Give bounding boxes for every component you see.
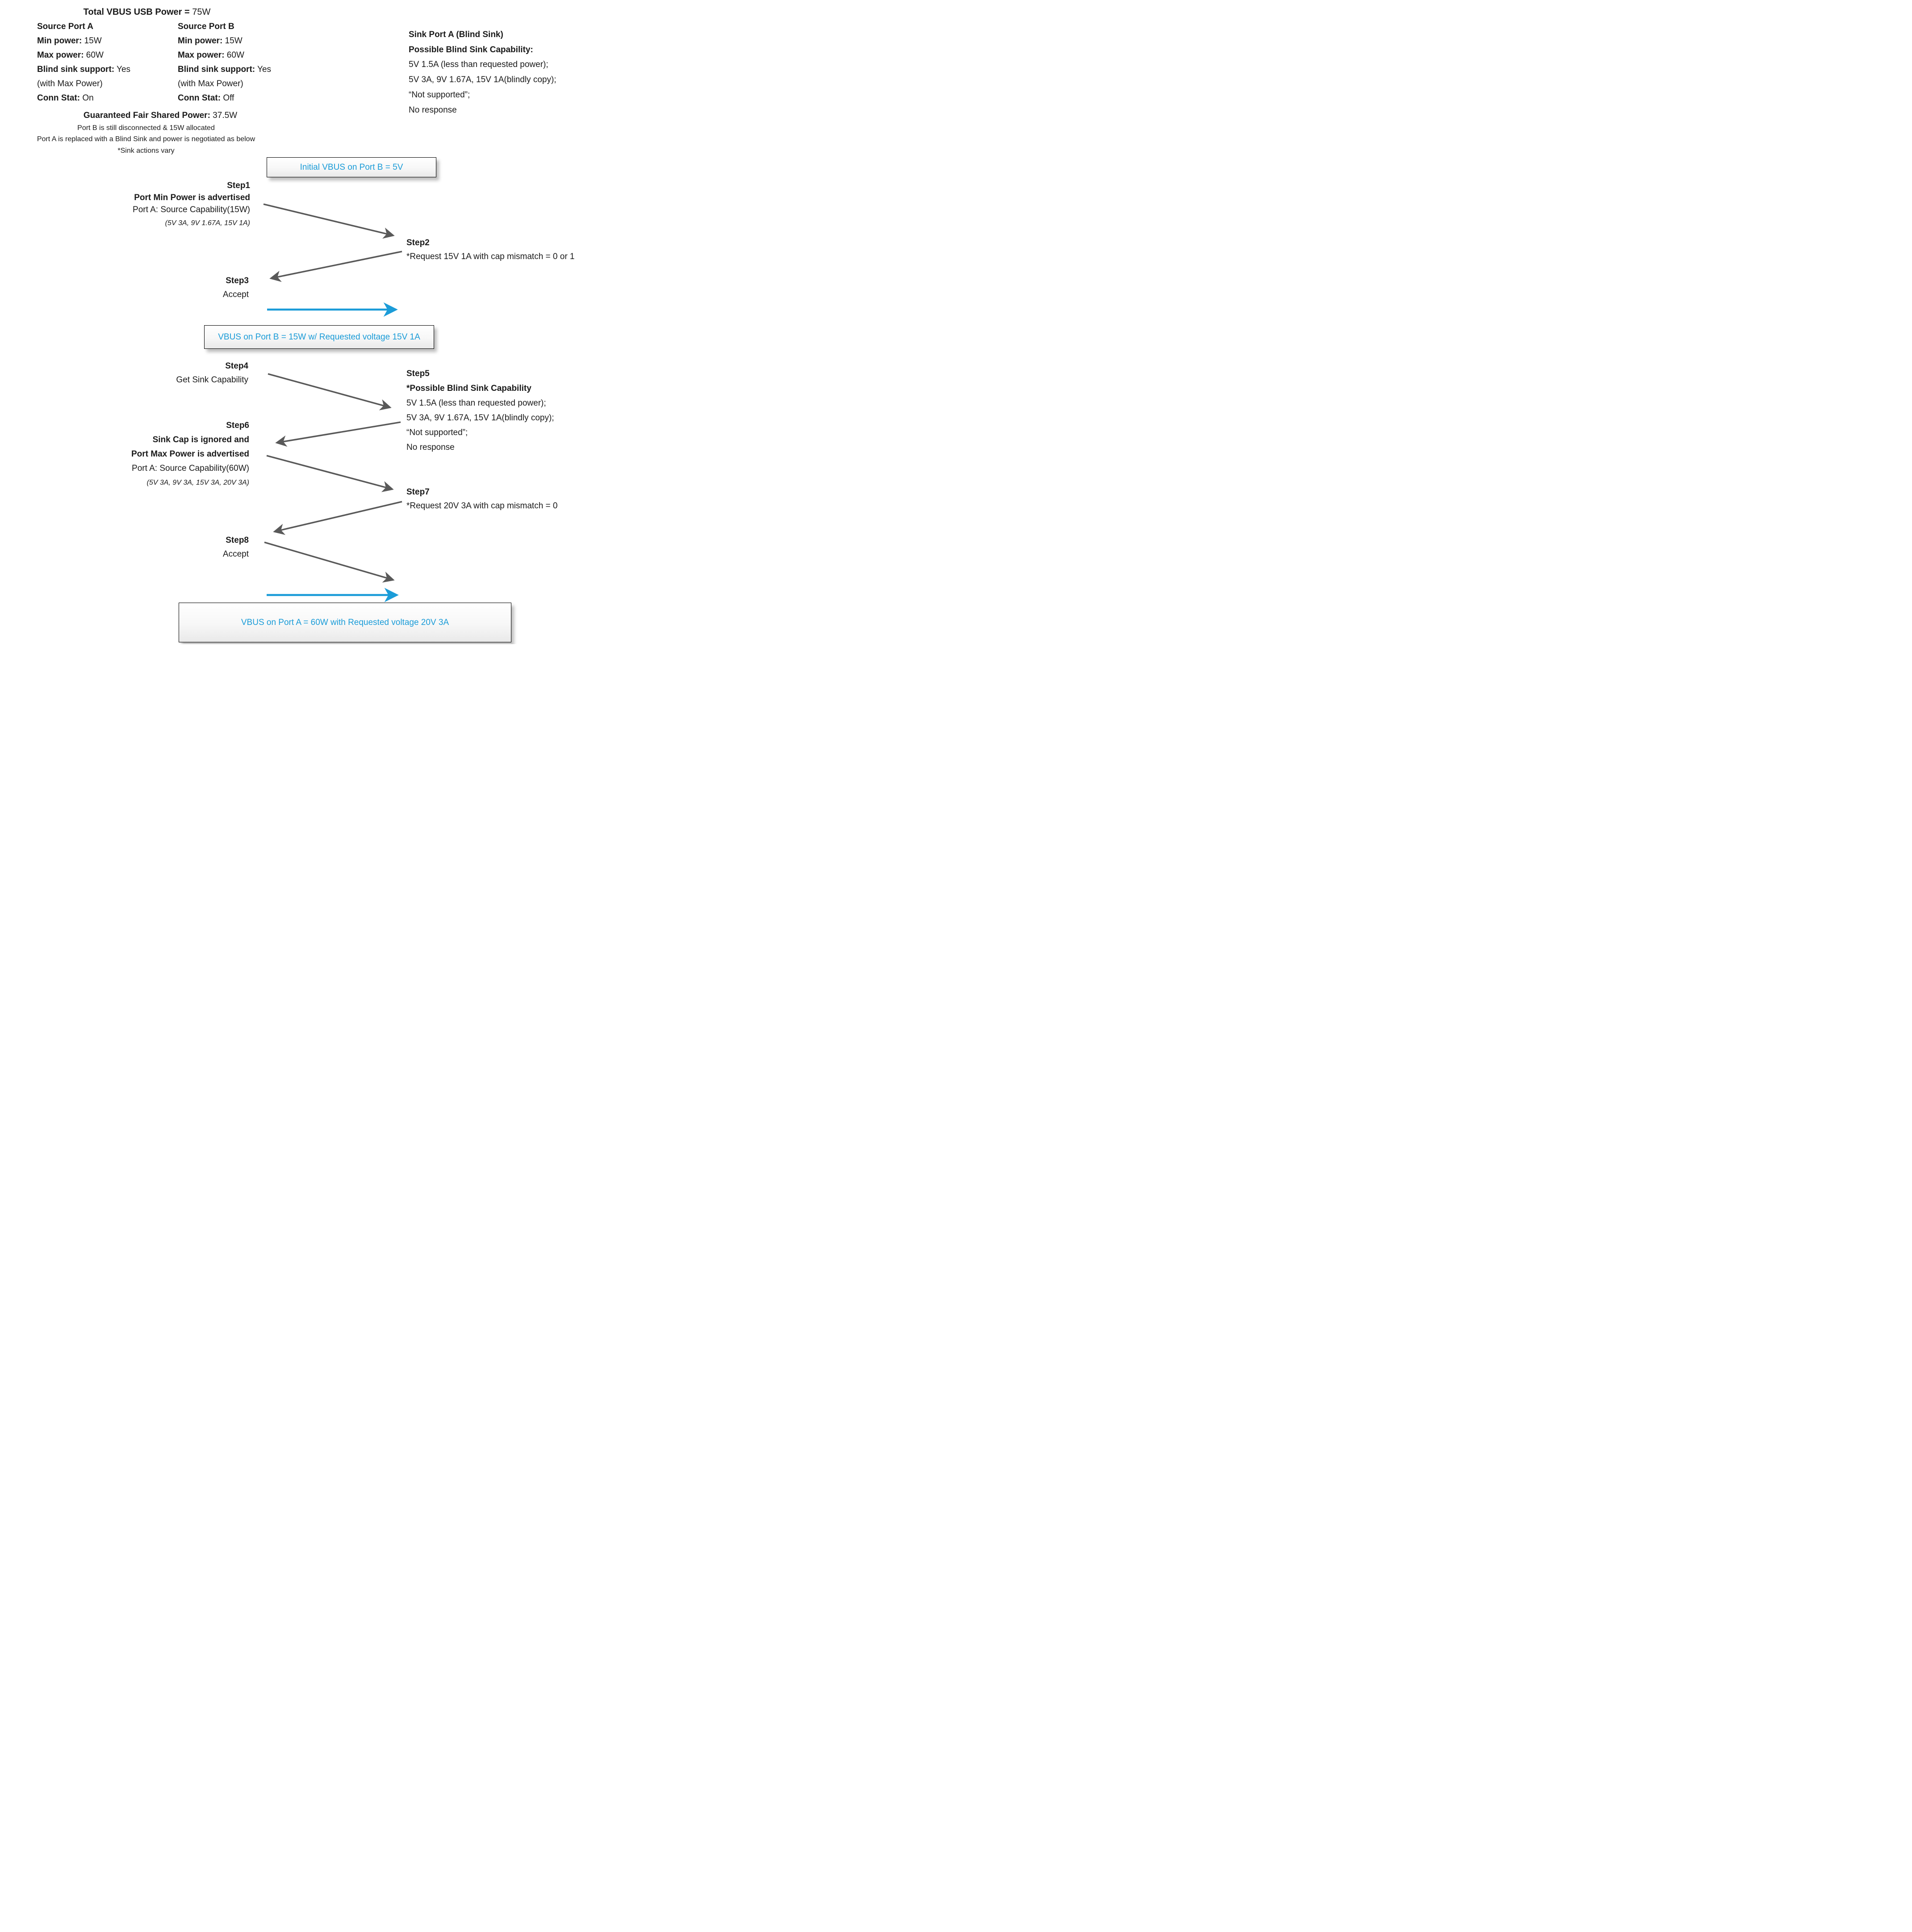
source-port-a-blind-note: (with Max Power) [37, 79, 103, 88]
note-port-a-replaced: Port A is replaced with a Blind Sink and power is negotiated as below [37, 135, 255, 143]
step1-line2: Port A: Source Capability(15W) [133, 205, 250, 214]
step6-title: Step6 [226, 421, 249, 430]
page-title-label: Total VBUS USB Power = [83, 7, 190, 17]
step2-line1: *Request 15V 1A with cap mismatch = 0 or 1 [406, 252, 575, 261]
step8-title: Step8 [226, 536, 249, 545]
step5-subtitle: *Possible Blind Sink Capability [406, 384, 531, 393]
step1-detail: (5V 3A, 9V 1.67A, 15V 1A) [165, 219, 250, 227]
step5-block [406, 366, 554, 455]
source-port-a-blind-sink: Blind sink support: Yes [37, 65, 131, 74]
source-port-a-heading: Source Port A [37, 22, 93, 31]
page-title-value: 75W [189, 7, 211, 17]
step5-title: Step5 [406, 369, 430, 378]
step1-title: Step1 [227, 181, 250, 190]
source-port-b-block [178, 20, 271, 105]
step7-block [406, 485, 557, 513]
step7-line1: *Request 20V 3A with cap mismatch = 0 [406, 501, 558, 511]
source-port-b-heading: Source Port B [178, 22, 234, 31]
sink-port-a-heading: Sink Port A (Blind Sink) [409, 30, 503, 39]
sink-capability-line: 5V 3A, 9V 1.67A, 15V 1A(blindly copy); [409, 75, 556, 85]
arrow-step5-to-step6 [277, 422, 401, 443]
banner-vbus-port-a-text: VBUS on Port A = 60W with Requested voltage 20V 3A [241, 617, 449, 627]
step6-line2: Port Max Power is advertised [131, 449, 249, 459]
header-notes [0, 122, 292, 156]
step4-title: Step4 [225, 361, 248, 371]
step5-capability-line: 5V 3A, 9V 1.67A, 15V 1A(blindly copy); [406, 413, 554, 423]
page-title [69, 7, 225, 17]
step5-capability-line: 5V 1.5A (less than requested power); [406, 398, 546, 408]
note-sink-actions: *Sink actions vary [117, 147, 175, 155]
sink-capability-line: “Not supported”; [409, 90, 470, 100]
source-port-a-block [37, 20, 130, 105]
step4-block [141, 359, 248, 387]
source-port-a-conn-stat: Conn Stat: On [37, 93, 94, 103]
banner-vbus-port-b [204, 325, 434, 349]
step5-capability-line: “Not supported”; [406, 428, 468, 437]
diagram-canvas [0, 0, 637, 644]
step6-line1: Sink Cap is ignored and [152, 435, 249, 444]
step3-block [168, 274, 249, 302]
arrow-step8-to-result [264, 542, 393, 580]
source-port-a-min-power: Min power: 15W [37, 36, 102, 46]
step6-block [115, 419, 249, 490]
arrow-step2-to-step3 [271, 251, 402, 278]
step1-block [116, 180, 250, 230]
step8-block [168, 533, 249, 561]
step1-line1: Port Min Power is advertised [134, 193, 250, 202]
source-port-b-blind-sink: Blind sink support: Yes [178, 65, 272, 74]
note-port-b-disconnected: Port B is still disconnected & 15W allocated [77, 124, 215, 132]
step7-title: Step7 [406, 487, 430, 497]
step5-capability-line: No response [406, 443, 455, 452]
source-port-b-max-power: Max power: 60W [178, 50, 244, 60]
banner-initial-vbus-text: Initial VBUS on Port B = 5V [300, 162, 403, 172]
step2-title: Step2 [406, 238, 430, 247]
arrow-step4-to-step5 [268, 374, 390, 407]
step6-line3: Port A: Source Capability(60W) [132, 464, 249, 473]
step4-line1: Get Sink Capability [176, 375, 248, 385]
source-port-b-min-power: Min power: 15W [178, 36, 243, 46]
fair-shared-power: Guaranteed Fair Shared Power: 37.5W [83, 111, 238, 120]
step6-detail: (5V 3A, 9V 3A, 15V 3A, 20V 3A) [146, 479, 249, 486]
banner-initial-vbus [267, 157, 436, 177]
step8-line1: Accept [222, 549, 249, 559]
banner-vbus-port-b-text: VBUS on Port B = 15W w/ Requested voltage 15V 1A [218, 332, 420, 342]
arrow-step6-to-step7 [267, 456, 392, 489]
step2-block [406, 236, 575, 264]
sink-capability-line: 5V 1.5A (less than requested power); [409, 60, 548, 70]
arrow-step7-to-step8 [275, 502, 402, 532]
step3-line1: Accept [222, 290, 249, 299]
source-port-b-blind-note: (with Max Power) [178, 79, 243, 88]
source-port-b-conn-stat: Conn Stat: Off [178, 93, 234, 103]
source-port-a-max-power: Max power: 60W [37, 50, 104, 60]
banner-vbus-port-a [179, 603, 511, 642]
sink-capability-line: No response [409, 105, 457, 115]
sink-port-a-subheading: Possible Blind Sink Capability: [409, 45, 533, 54]
sink-port-a-block [409, 27, 556, 117]
step3-title: Step3 [226, 276, 249, 285]
arrow-step1-to-step2 [264, 204, 393, 235]
